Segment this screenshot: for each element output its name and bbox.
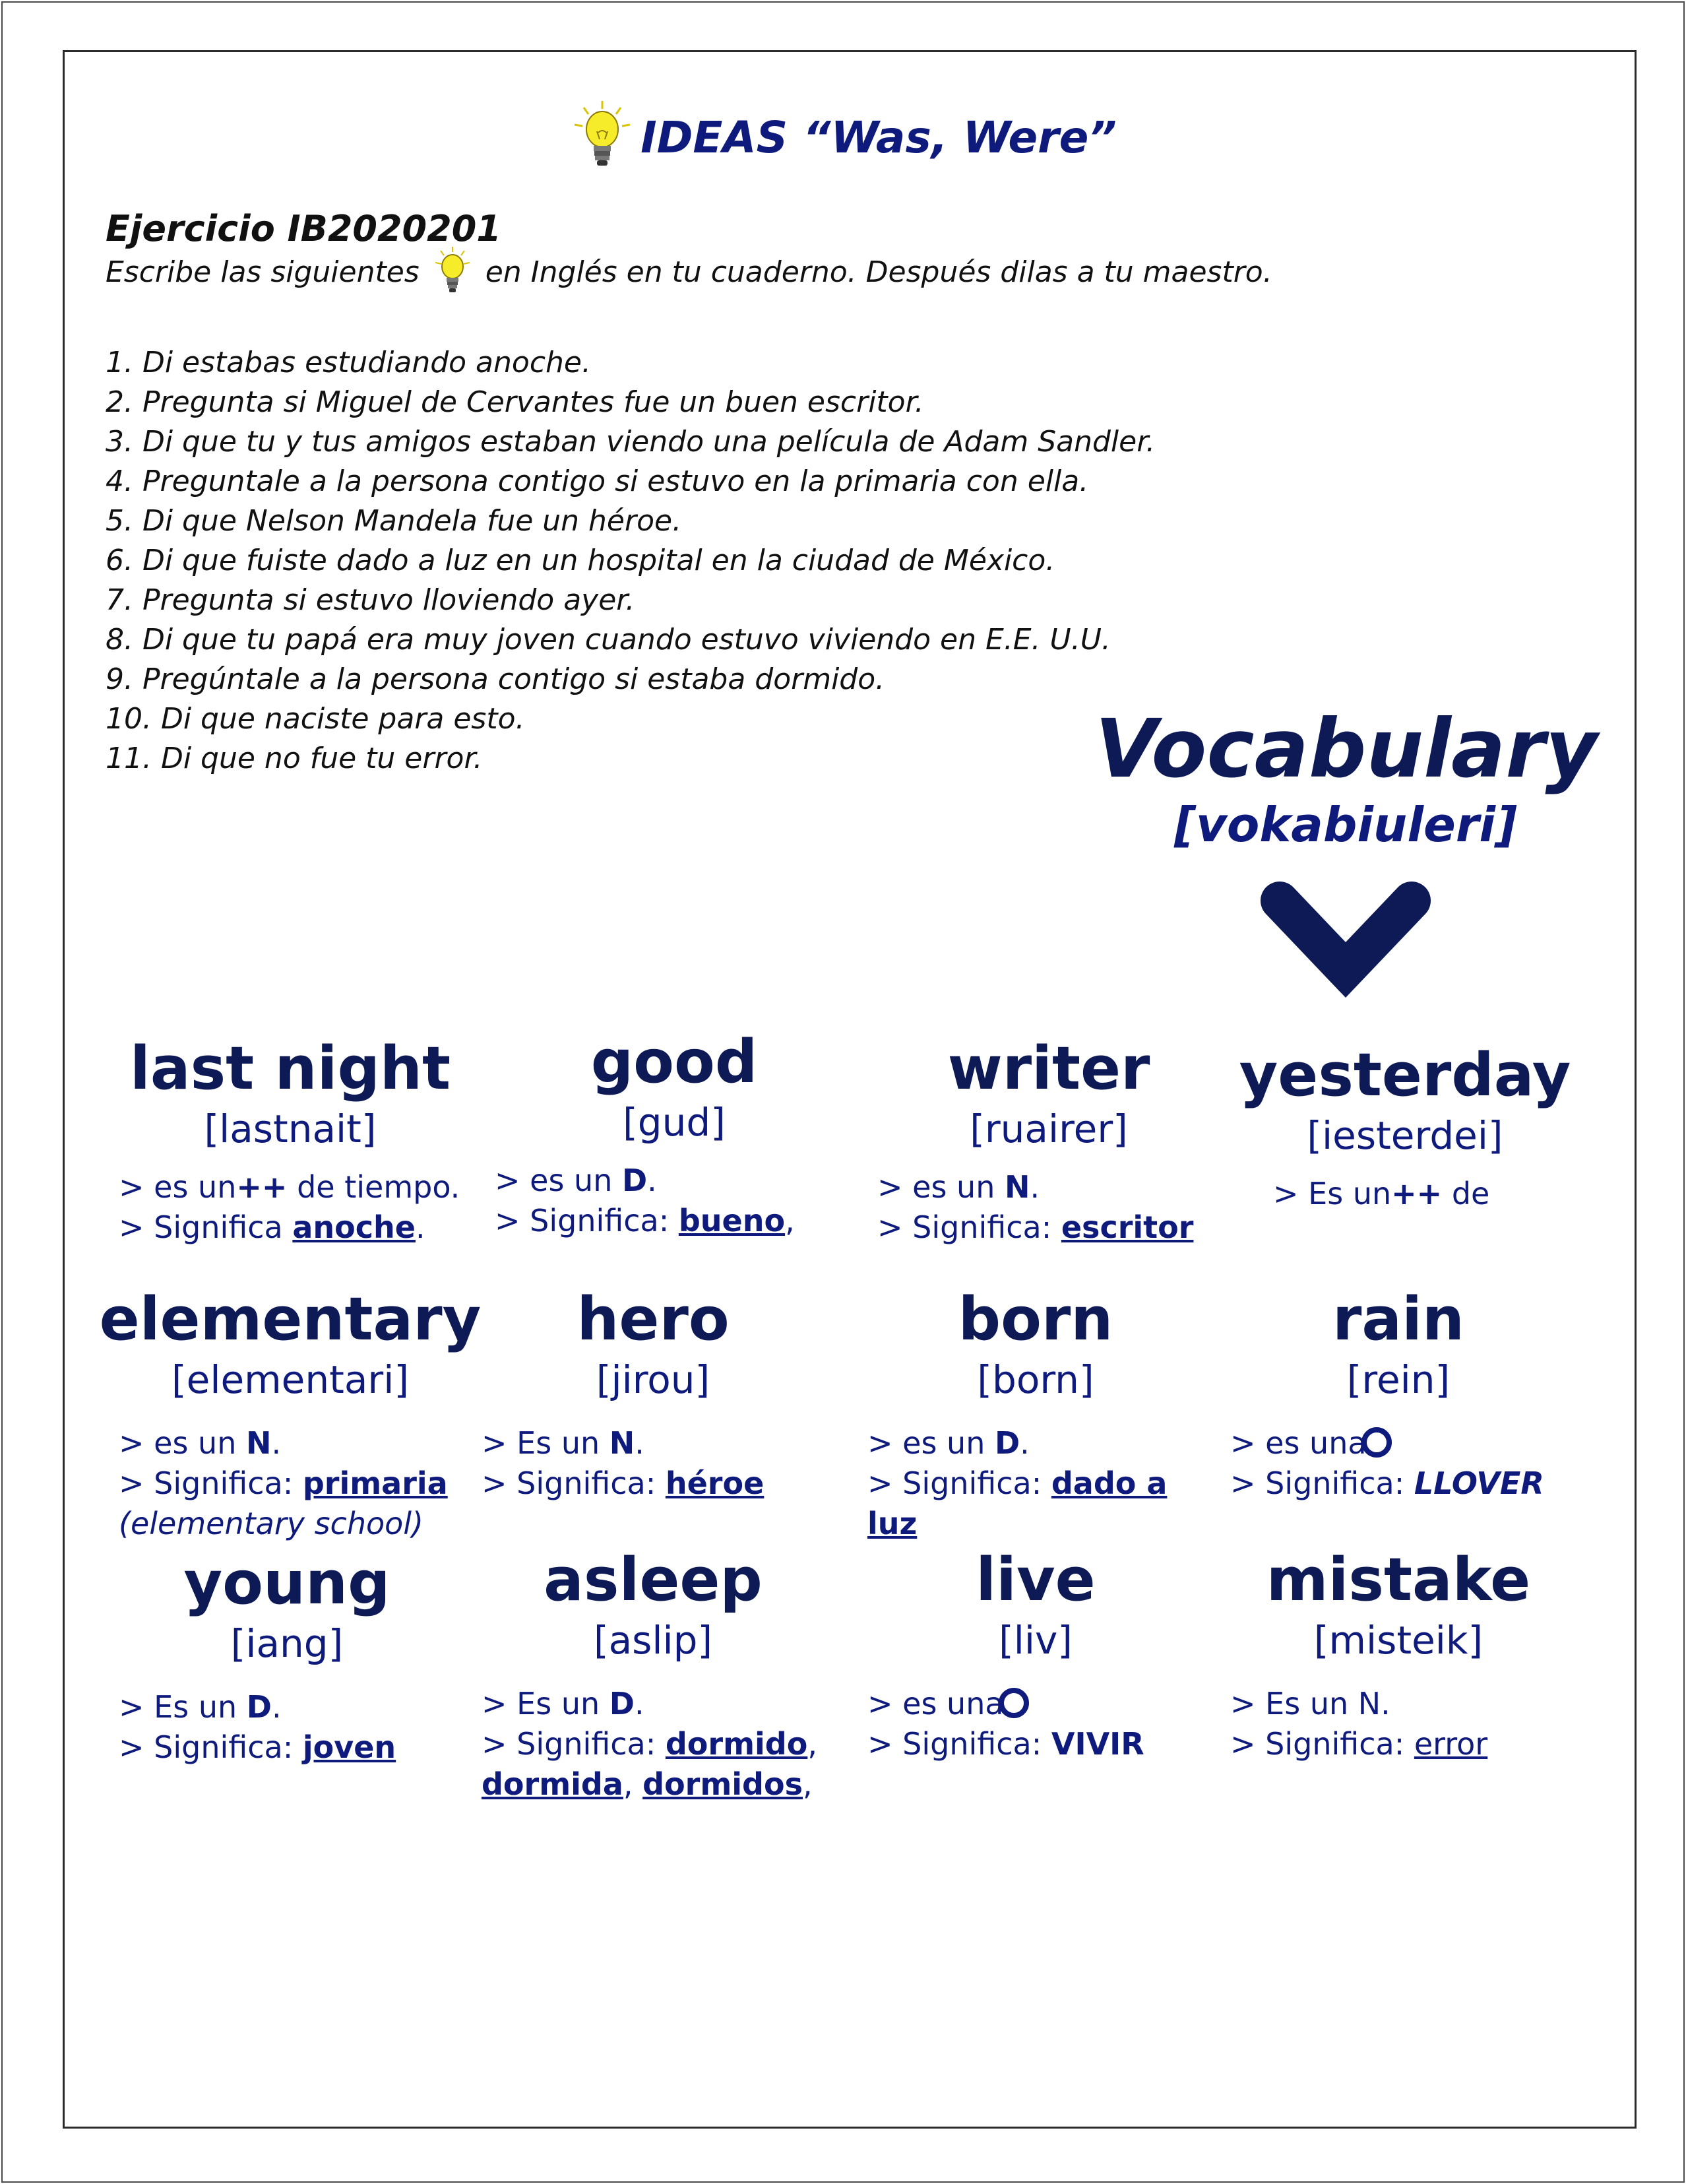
circle-verb-icon (1361, 1427, 1392, 1458)
lightbulb-icon (569, 100, 635, 175)
vocab-meaning-line: > Significa: bueno, (495, 1203, 795, 1238)
vocab-type-line: > Es un N. (482, 1425, 644, 1461)
list-item: 1. Di estabas estudiando anoche. (106, 346, 591, 379)
vocab-pronunciation: [gud] (623, 1100, 726, 1145)
vocab-word: good (590, 1027, 758, 1097)
vocab-meaning-line: > Significa anoche. (119, 1209, 425, 1245)
lightbulb-icon (420, 252, 485, 293)
vocab-pronunciation: [iesterdei] (1307, 1113, 1503, 1158)
chevron-down-icon (1253, 871, 1438, 1006)
vocab-meaning-continued: dormida, dormidos, (482, 1766, 813, 1802)
vocab-word: asleep (544, 1545, 763, 1615)
vocab-pronunciation: [elementari] (172, 1357, 409, 1402)
vocab-pronunciation: [aslip] (593, 1618, 713, 1663)
vocabulary-pronunciation: [vokabiuleri] (1174, 797, 1517, 852)
list-item: 8. Di que tu papá era muy joven cuando estuvo viviendo en E.E. U.U. (106, 623, 1111, 657)
vocab-word: rain (1332, 1285, 1465, 1354)
instruction-before: Escribe las siguientes (106, 255, 420, 289)
vocab-meaning-line: > Significa: escritor (877, 1209, 1194, 1245)
vocab-card-yesterday (1207, 1039, 1603, 1214)
list-item: 4. Preguntale a la persona contigo si estuvo en la primaria con ella. (106, 465, 1089, 498)
vocab-card-rain (1201, 1283, 1596, 1504)
vocab-word: young (183, 1549, 390, 1618)
vocabulary-title: Vocabulary (1095, 702, 1598, 796)
vocab-type-line: > es un N. (119, 1425, 282, 1461)
task-list (106, 343, 1155, 779)
vocab-meaning-line: > Significa: primaria (119, 1465, 448, 1501)
vocab-card-live (838, 1544, 1233, 1764)
vocab-type-line: > es un D. (495, 1163, 657, 1198)
vocab-meaning-line: > Significa: dado a (867, 1465, 1168, 1501)
list-item: 10. Di que naciste para esto. (106, 702, 525, 736)
vocab-meaning-line: > Significa: joven (119, 1729, 396, 1765)
exercise-instruction (106, 252, 1359, 293)
vocab-type-line: > es un D. (867, 1425, 1030, 1461)
vocab-word: mistake (1266, 1545, 1531, 1615)
vocab-meaning-continued: luz (867, 1506, 918, 1541)
vocab-pronunciation: [jirou] (596, 1357, 710, 1402)
vocab-card-mistake (1201, 1544, 1596, 1764)
vocab-word: yesterday (1239, 1041, 1571, 1110)
vocab-word: live (976, 1545, 1096, 1615)
vocab-pronunciation: [lastnait] (204, 1107, 377, 1151)
list-item: 5. Di que Nelson Mandela fue un héroe. (106, 504, 682, 538)
vocab-card-elementary (92, 1283, 488, 1544)
exercise-code: Ejercicio IB2020201 (106, 208, 501, 249)
page-title-row (0, 98, 1686, 177)
vocab-pronunciation: [misteik] (1313, 1618, 1483, 1663)
vocab-word: last night (130, 1034, 451, 1103)
vocab-word: writer (947, 1034, 1150, 1103)
vocab-type-line: > es un++ de tiempo. (119, 1169, 460, 1205)
list-item: 7. Pregunta si estuvo lloviendo ayer. (106, 583, 635, 617)
vocab-type-line: > Es un N. (1230, 1686, 1390, 1721)
vocab-card-young (89, 1547, 485, 1768)
page-title: IDEAS “Was, Were” (640, 112, 1117, 163)
vocab-type-line: > es una (1201, 1423, 1596, 1463)
vocab-type-line: > Es un D. (119, 1689, 282, 1725)
vocab-pronunciation: [liv] (999, 1618, 1073, 1663)
vocab-meaning-line: > Significa: VIVIR (867, 1726, 1144, 1762)
vocab-type-line: > es un N. (877, 1169, 1040, 1205)
vocab-word: born (958, 1285, 1113, 1354)
list-item: 2. Pregunta si Miguel de Cervantes fue un buen escritor. (106, 385, 924, 419)
vocab-meaning-line: > Significa: LLOVER (1230, 1465, 1544, 1501)
vocab-type-line: > Es un D. (482, 1686, 644, 1721)
vocab-card-good (476, 1026, 872, 1241)
list-item: 11. Di que no fue tu error. (106, 742, 483, 775)
vocab-card-last-night (92, 1033, 488, 1248)
vocab-word: hero (577, 1285, 730, 1354)
vocab-meaning-line: > Significa: error (1230, 1726, 1488, 1762)
circle-verb-icon (999, 1688, 1029, 1718)
vocab-meaning-line: > Significa: héroe (482, 1465, 765, 1501)
vocab-meaning-line: > Significa: dormido, (482, 1726, 817, 1762)
instruction-after: en Inglés en tu cuaderno. Después dilas a tu maestro. (485, 255, 1272, 289)
list-item: 3. Di que tu y tus amigos estaban viendo una película de Adam Sandler. (106, 425, 1156, 459)
vocab-type-line: > Es un++ de (1273, 1176, 1490, 1211)
vocab-card-born (838, 1283, 1233, 1544)
vocab-card-writer (851, 1033, 1247, 1248)
vocab-pronunciation: [ruairer] (970, 1107, 1128, 1151)
vocab-pronunciation: [iang] (230, 1621, 344, 1666)
vocab-pronunciation: [rein] (1346, 1357, 1451, 1402)
list-item: 9. Pregúntale a la persona contigo si estaba dormido. (106, 662, 885, 696)
vocab-pronunciation: [born] (977, 1357, 1094, 1402)
vocab-card-asleep (455, 1544, 851, 1805)
vocab-note-line: (elementary school) (119, 1506, 423, 1541)
list-item: 6. Di que fuiste dado a luz en un hospital en la ciudad de México. (106, 544, 1055, 577)
vocab-type-line: > es una (838, 1684, 1233, 1724)
vocab-card-hero (455, 1283, 851, 1504)
vocab-word: elementary (99, 1285, 482, 1354)
exercise-block (106, 206, 1359, 293)
